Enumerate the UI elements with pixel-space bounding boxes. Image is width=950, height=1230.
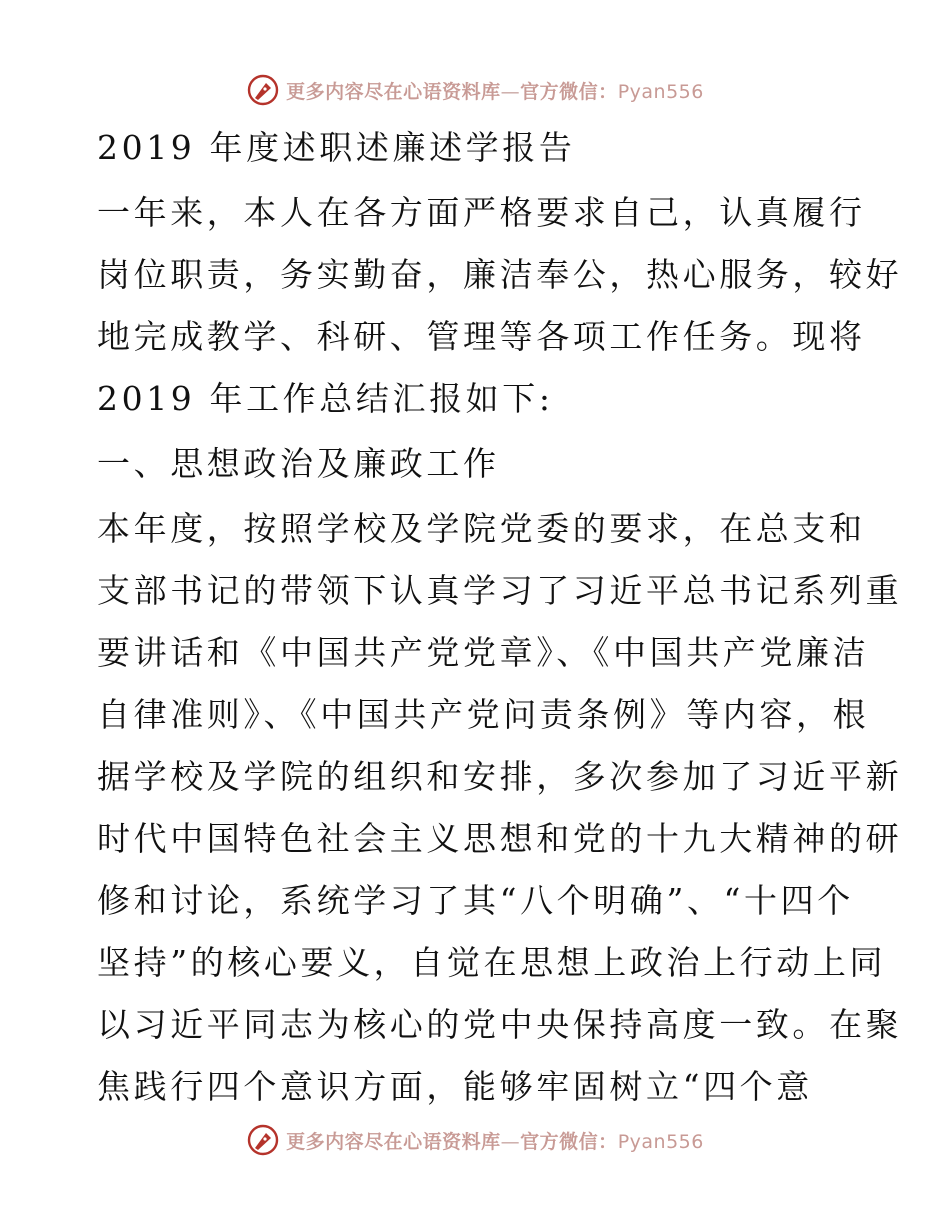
watermark-text: 更多内容尽在心语资料库—官方微信：Pyan556 <box>286 80 704 103</box>
paragraph-line: 本年度，按照学校及学院党委的要求，在总支和 <box>97 509 866 548</box>
paragraph-line: 支部书记的带领下认真学习了习近平总书记系列重 <box>97 571 903 610</box>
paragraph-line: 以习近平同志为核心的党中央保持高度一致。在聚 <box>97 1005 903 1044</box>
intro-line: 地完成教学、科研、管理等各项工作任务。现将 <box>97 317 866 356</box>
footer-watermark <box>0 1120 950 1160</box>
intro-line: 一年来，本人在各方面严格要求自己，认真履行 <box>97 193 866 232</box>
section-heading: 一、思想政治及廉政工作 <box>97 444 500 483</box>
pen-nib-logo-icon <box>246 73 280 107</box>
watermark-text: 更多内容尽在心语资料库—官方微信：Pyan556 <box>286 1130 704 1153</box>
intro-line: 岗位职责，务实勤奋，廉洁奉公，热心服务，较好 <box>97 255 903 294</box>
paragraph-line: 要讲话和《中国共产党党章》、《中国共产党廉洁 <box>97 633 870 672</box>
document-title: 2019 年度述职述廉述学报告 <box>97 128 576 167</box>
paragraph-line: 自律准则》、《中国共产党问责条例》等内容，根 <box>97 695 870 734</box>
pen-nib-logo-icon <box>246 1123 280 1157</box>
paragraph-line: 时代中国特色社会主义思想和党的十九大精神的研 <box>97 819 903 858</box>
intro-line: 2019 年工作总结汇报如下: <box>97 379 554 418</box>
header-watermark <box>0 70 950 110</box>
paragraph-line: 坚持”的核心要义，自觉在思想上政治上行动上同 <box>97 943 887 982</box>
paragraph-line: 修和讨论，系统学习了其“八个明确”、“十四个 <box>97 881 854 920</box>
document-body <box>97 117 903 1118</box>
paragraph-line: 据学校及学院的组织和安排，多次参加了习近平新 <box>97 757 903 796</box>
paragraph-line: 焦践行四个意识方面，能够牢固树立“四个意 <box>97 1067 813 1106</box>
